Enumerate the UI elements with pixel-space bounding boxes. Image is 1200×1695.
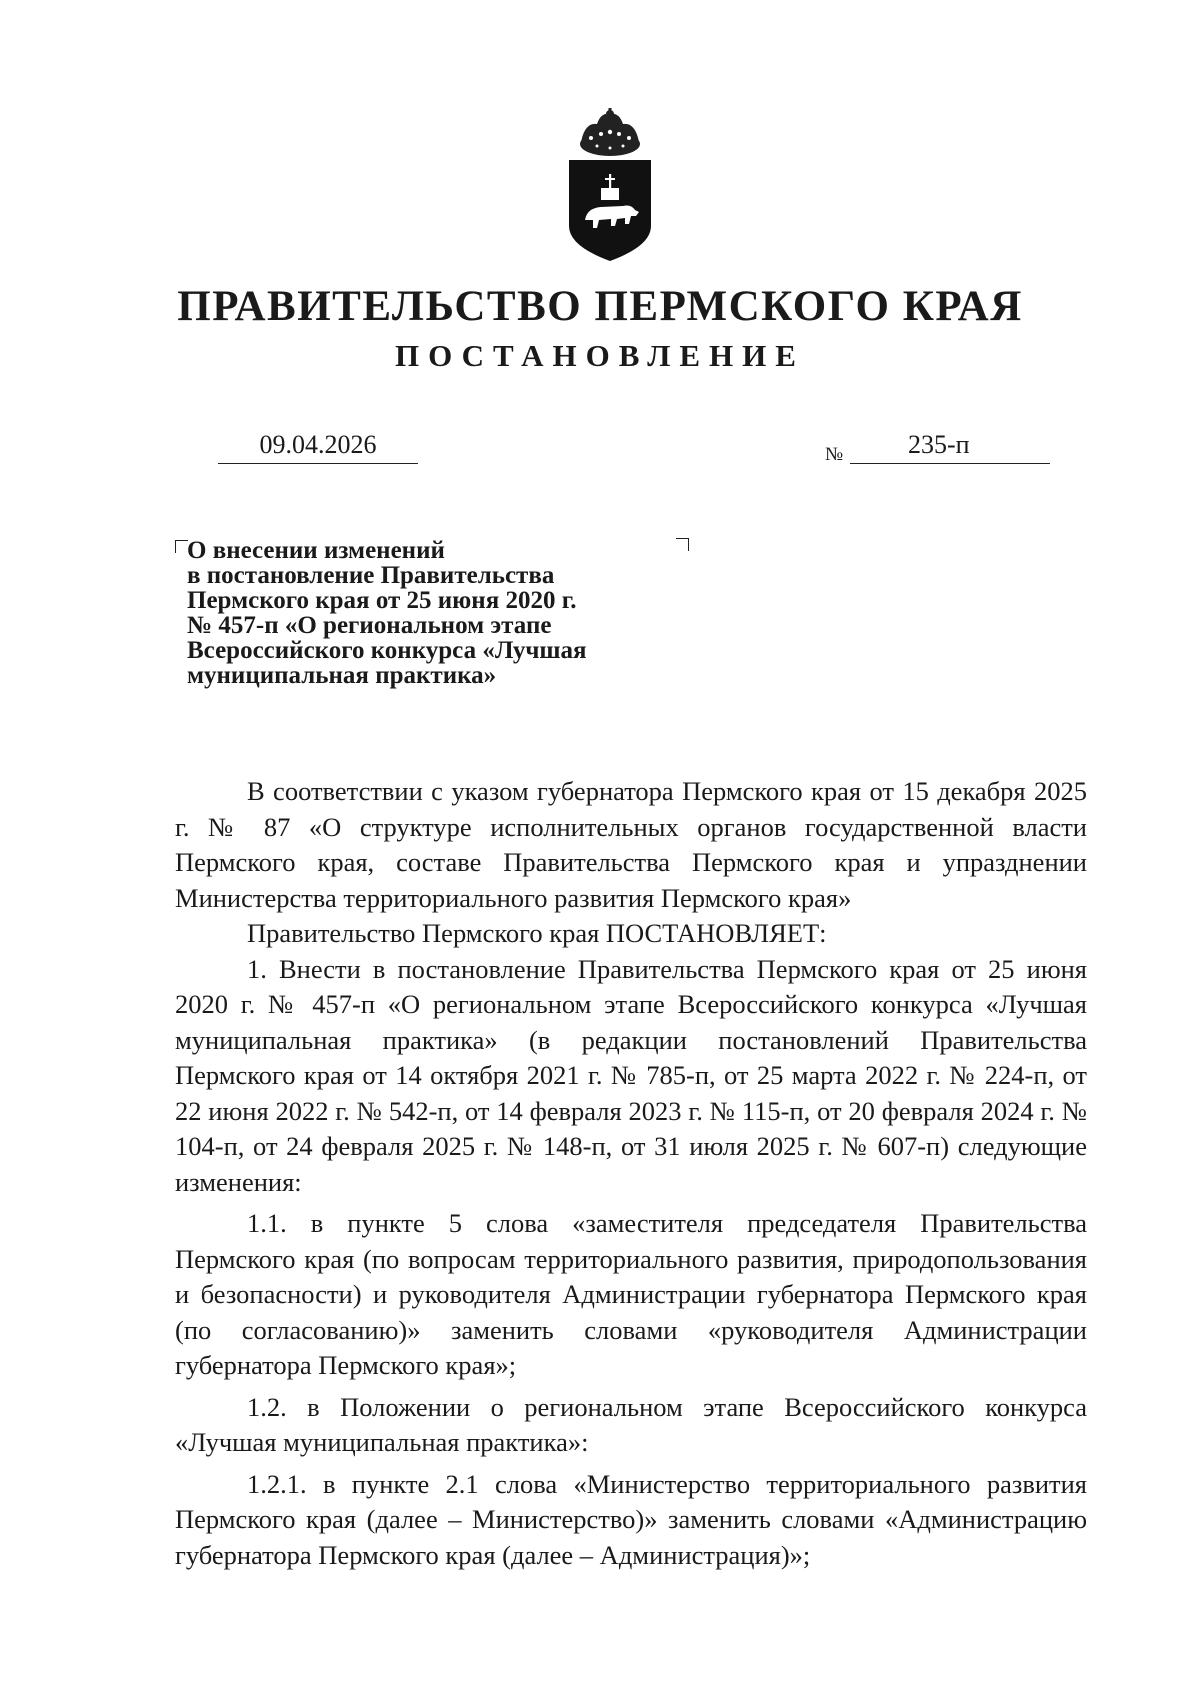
number-label: № <box>825 444 844 465</box>
resolution-statement: Правительство Пермского края ПОСТАНОВЛЯЕТ: <box>247 918 827 948</box>
perm-krai-coat-of-arms-icon <box>565 108 655 263</box>
clause-1-2-1: 1.2.1. в пункте 2.1 слова «Министерство территориального развития Пермского края (далее – Министерство)» заменить словами «Администрацию губернатора Пермского края (далее – Администрация)»; <box>175 1468 1087 1570</box>
subject-line: муниципальная практика» <box>187 662 497 689</box>
subject-line: О внесении изменений <box>187 537 445 564</box>
document-subject <box>187 538 687 688</box>
clause-1-1: 1.1. в пункте 5 слова «заместителя председателя Правительства Пермского края (по вопросам территориального развития, природопользования и безопасности) и руководителя Администрации губернатора Пермского края (по согласованию)» заменить словами «руководителя Администрации губернатора Пермского края»; <box>175 1208 1087 1380</box>
subject-line: Пермского края от 25 июня 2020 г. <box>187 587 577 614</box>
document-number: 235-п <box>908 430 970 459</box>
subject-line: Всероссийского конкурса «Лучшая <box>187 637 587 664</box>
document-number-line <box>850 430 1050 464</box>
clause-1-2: 1.2. в Положении о региональном этапе Всероссийского конкурса «Лучшая муниципальная практика»: <box>175 1391 1087 1457</box>
document-type: ПОСТАНОВЛЕНИЕ <box>395 338 805 373</box>
subject-line: в постановление Правительства <box>187 562 555 589</box>
preamble-paragraph: В соответствии с указом губернатора Пермского края от 15 декабря 2025 г. № 87 «О структуре исполнительных органов государственной власти Пермского края, составе Правительства Пермского края и упразднении Министерства территориального развития Пермского края» <box>175 776 1087 913</box>
organization-title: ПРАВИТЕЛЬСТВО ПЕРМСКОГО КРАЯ <box>177 283 1023 330</box>
document-date: 09.04.2026 <box>218 430 418 464</box>
document-body <box>175 774 1087 1579</box>
subject-line: № 457-п «О региональном этапе <box>187 612 552 639</box>
clause-1: 1. Внести в постановление Правительства Пермского края от 25 июня 2020 г. № 457-п «О региональном этапе Всероссийского конкурса «Лучшая муниципальная практика» (в редакции постановлений Правительства Пермского края от 14 октября 2021 г. № 785-п, от 25 марта 2022 г. № 224-п, от 22 июня 2022 г. № 542-п, от 14 февраля 2023 г. № 115-п, от 20 февраля 2024 г. № 104-п, от 24 февраля 2025 г. № 148-п, от 31 июля 2025 г. № 607-п) следующие изменения: <box>175 953 1087 1197</box>
